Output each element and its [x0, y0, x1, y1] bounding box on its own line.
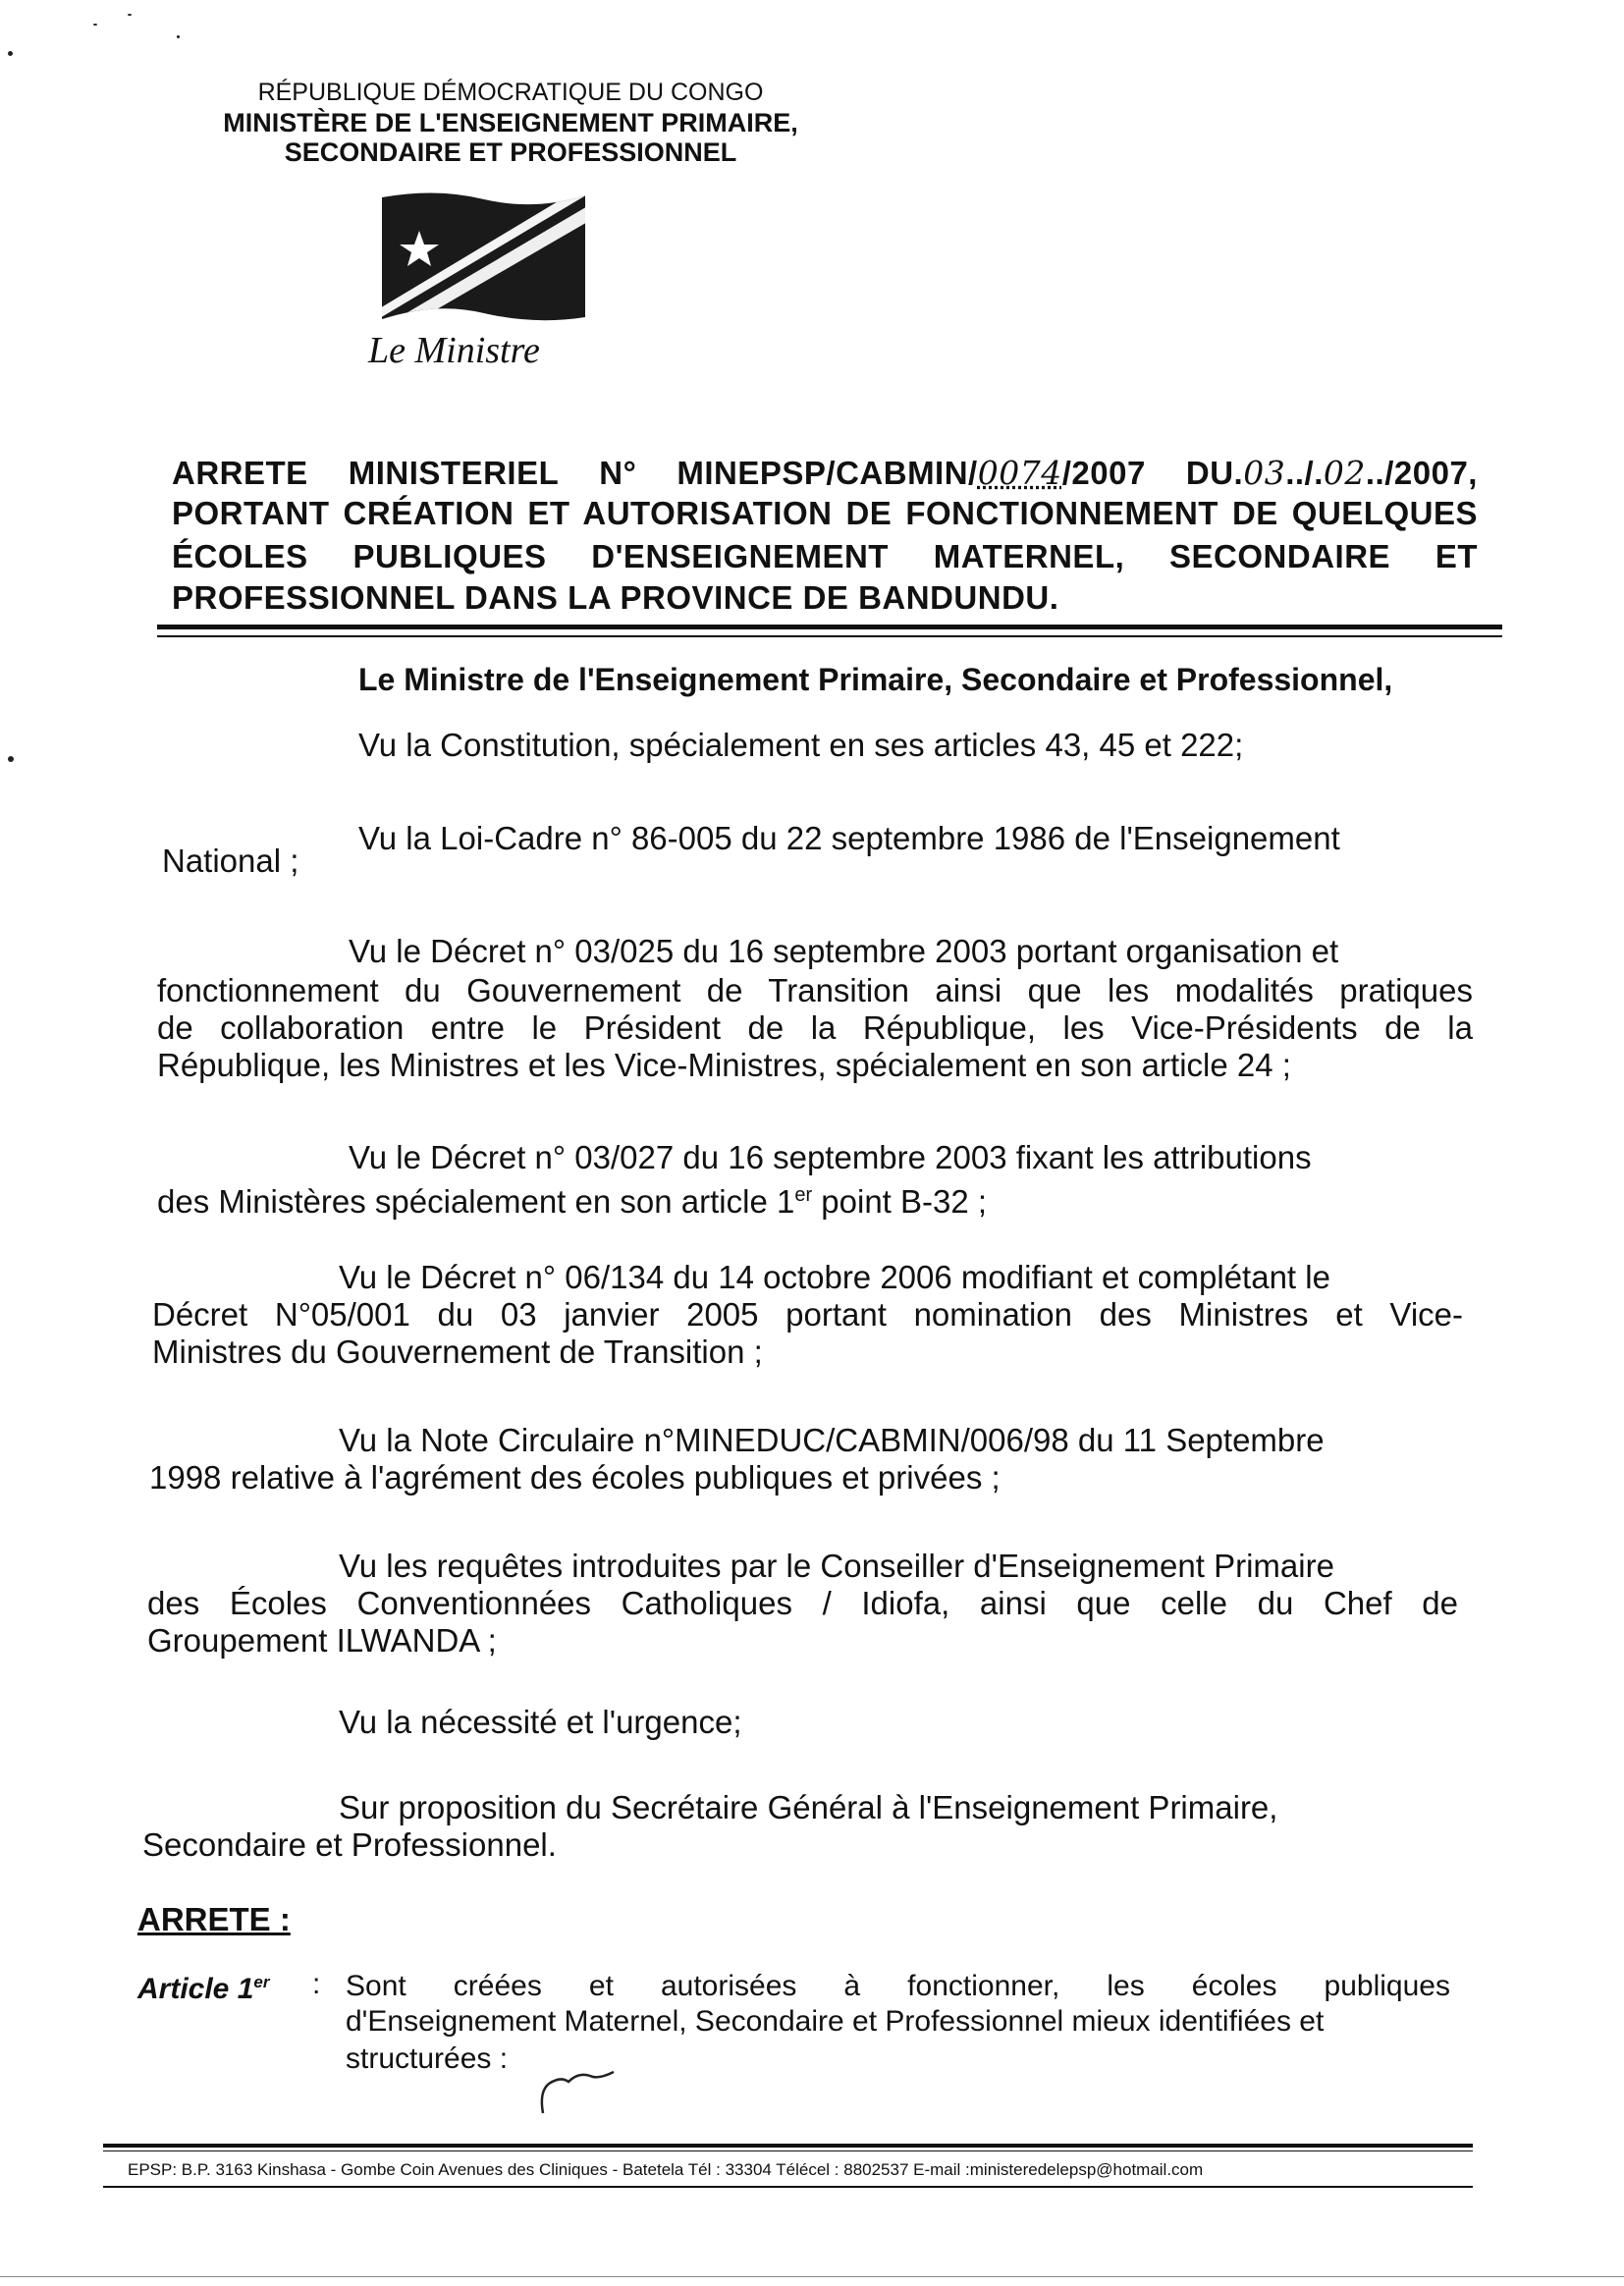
title-word: MINISTERIEL [348, 455, 560, 491]
superscript: er [794, 1184, 813, 1206]
vu-requetes: Vu les requêtes introduites par le Conseiller d'Enseignement Primaire [339, 1548, 1334, 1584]
article-colon: : [312, 1968, 321, 2000]
article-1-l2: d'Enseignement Maternel, Secondaire et Professionnel mieux identifiées et [346, 2005, 1325, 2038]
vu-decret-2-text: des Ministères spécialement en son article 1 [157, 1183, 795, 1220]
footer-rule-thick [103, 2144, 1473, 2148]
footer-address: EPSP: B.P. 3163 Kinshasa - Gombe Coin Avenues des Cliniques - Batetela Tél : 33304 Télécel : 8802537 E-mail :ministeredelepsp@hotmail.com [128, 2160, 1204, 2179]
decree-title-line2: PORTANT CRÉATION ET AUTORISATION DE FONCTIONNEMENT DE QUELQUES [172, 495, 1478, 531]
initials-mark [535, 2062, 623, 2121]
decree-title-line1 [172, 454, 1478, 492]
decree-title-line3: ÉCOLES PUBLIQUES D'ENSEIGNEMENT MATERNEL, SECONDAIRE ET [172, 538, 1478, 574]
date-year: ../2007, [1365, 455, 1478, 491]
footer-rule-thin [103, 2150, 1473, 2151]
handwritten-number: 0074 [977, 454, 1062, 492]
vu-decret-2-l2 [157, 1176, 987, 1221]
vu-constitution: Vu la Constitution, spécialement en ses articles 43, 45 et 222; [358, 727, 1244, 763]
scan-speck [128, 14, 132, 16]
arrete-heading: ARRETE : [137, 1901, 291, 1937]
scan-speck [177, 35, 180, 38]
superscript: er [253, 1973, 270, 1991]
minister-line: Le Ministre de l'Enseignement Primaire, Secondaire et Professionnel, [358, 662, 1393, 697]
decree-title-line4: PROFESSIONNEL DANS LA PROVINCE DE BANDUNDU. [172, 579, 1059, 616]
ministry-name: MINISTÈRE DE L'ENSEIGNEMENT PRIMAIRE, [223, 108, 798, 137]
title-word: ARRETE [172, 455, 308, 491]
vu-loi-cadre: Vu la Loi-Cadre n° 86-005 du 22 septembre 1986 de l'Enseignement [358, 820, 1340, 856]
vu-decret-3-l3: Ministres du Gouvernement de Transition ; [152, 1334, 763, 1370]
vu-necessite: Vu la nécessité et l'urgence; [339, 1704, 742, 1740]
article-1-l1: Sont créées et autorisées à fonctionner, les écoles publiques [346, 1970, 1450, 2002]
vu-decret-1-l2: fonctionnement du Gouvernement de Transition ainsi que les modalités pratiques [157, 972, 1473, 1008]
vu-requetes-l3: Groupement ILWANDA ; [147, 1622, 497, 1659]
vu-decret-1-l4: République, les Ministres et les Vice-Ministres, spécialement en son article 24 ; [157, 1047, 1291, 1083]
page-bottom-line [0, 2276, 1624, 2277]
scan-speck [93, 24, 97, 26]
vu-decret-2-tail: point B-32 ; [812, 1183, 988, 1220]
title-rule-thin [157, 635, 1502, 637]
decree-ref: MINEPSP/CABMIN/ [677, 455, 978, 491]
article-1-l3: structurées : [346, 2042, 509, 2075]
sur-proposition-l2: Secondaire et Professionnel. [142, 1826, 557, 1863]
title-rule-thick [157, 625, 1502, 629]
article-text: Article 1 [137, 1973, 254, 2005]
vu-decret-2: Vu le Décret n° 03/027 du 16 septembre 2003 fixant les attributions [349, 1139, 1312, 1175]
ministry-name-cont: SECONDAIRE ET PROFESSIONNEL [284, 137, 737, 167]
vu-decret-3-l2: Décret N°05/001 du 03 janvier 2005 portant nomination des Ministres et Vice- [152, 1296, 1463, 1333]
decree-date [1185, 454, 1478, 492]
title-word: N° [599, 455, 637, 491]
scan-speck [8, 756, 14, 762]
vu-decret-1-l3: de collaboration entre le Président de la République, les Vice-Présidents de la [157, 1009, 1473, 1046]
flag-emblem-icon [378, 191, 589, 324]
country-name: RÉPUBLIQUE DÉMOCRATIQUE DU CONGO [257, 79, 764, 106]
decree-number [677, 454, 1146, 492]
vu-loi-cadre-cont: National ; [162, 843, 299, 879]
vu-decret-1: Vu le Décret n° 03/025 du 16 septembre 2003 portant organisation et [349, 933, 1339, 969]
date-sep: ../. [1285, 455, 1324, 491]
footer-rule-bottom [103, 2186, 1473, 2188]
decree-year: /2007 [1061, 455, 1146, 491]
scan-speck [8, 51, 13, 56]
signature-title: Le Ministre [368, 330, 540, 371]
vu-note-circulaire: Vu la Note Circulaire n°MINEDUC/CABMIN/006/98 du 11 Septembre [339, 1422, 1325, 1458]
vu-requetes-l2: des Écoles Conventionnées Catholiques / Idiofa, ainsi que celle du Chef de [147, 1585, 1458, 1621]
article-label [137, 1964, 269, 2008]
vu-note-circulaire-l2: 1998 relative à l'agrément des écoles publiques et privées ; [149, 1459, 1001, 1496]
vu-decret-3: Vu le Décret n° 06/134 du 14 octobre 2006 modifiant et complétant le [339, 1259, 1330, 1295]
date-prefix: DU. [1185, 455, 1244, 491]
handwritten-month: 02 [1323, 454, 1366, 492]
handwritten-day: 03 [1243, 454, 1286, 492]
sur-proposition: Sur proposition du Secrétaire Général à l'Enseignement Primaire, [339, 1789, 1278, 1825]
